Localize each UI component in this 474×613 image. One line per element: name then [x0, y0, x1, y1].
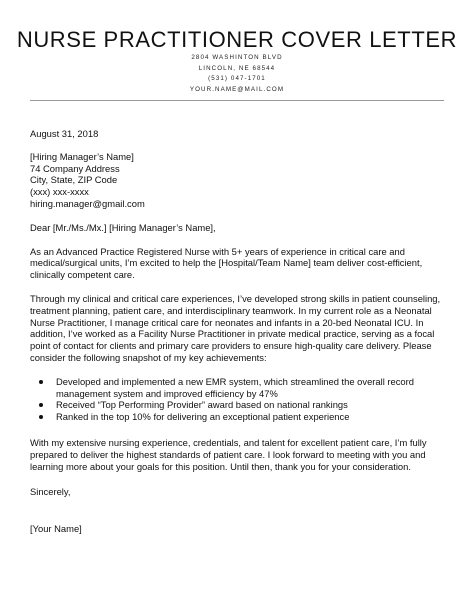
paragraph-line: Through my clinical and critical care experiences, I’ve developed strong skills in patient counseling, — [30, 292, 441, 304]
salutation: Dear [Mr./Ms./Mx.] [Hiring Manager’s Name], — [30, 221, 216, 233]
closing: Sincerely, — [30, 486, 71, 498]
achievement-item — [30, 399, 450, 411]
letter-date: August 31, 2018 — [30, 128, 99, 139]
recipient-block — [30, 151, 450, 210]
contact-address: 2804 WASHINTON BLVD — [191, 54, 283, 61]
paragraph-line: addition, I’ve worked as a Facility Nurse Practitioner in private medical practice, serving as a focal — [30, 328, 435, 340]
paragraph-line: consider the following snapshot of my key achievements: — [30, 351, 267, 363]
page-title: NURSE PRACTITIONER COVER LETTER — [16, 27, 458, 52]
paragraph-experience — [30, 293, 450, 364]
contact-phone: (531) 047-1701 — [208, 75, 266, 83]
recipient-line: 74 Company Address — [30, 162, 120, 174]
achievement-line: Received “Top Performing Provider” award based on national rankings — [56, 399, 348, 411]
achievement-line: management system and improved efficiency by 47% — [56, 387, 278, 399]
paragraph-line: As an Advanced Practice Registered Nurse with 5+ years of experience in critical care and — [30, 245, 405, 257]
paragraph-intro — [30, 246, 450, 281]
paragraph-line: point of contact for clients and primary care providers to ensure high-quality care delivery. Please — [30, 340, 432, 352]
achievement-item — [30, 411, 450, 423]
achievements-list — [30, 376, 450, 423]
paragraph-line: clinically competent care. — [30, 269, 135, 281]
bullet-icon — [39, 403, 43, 407]
paragraph-closing — [30, 437, 450, 472]
achievement-line: Ranked in the top 10% for delivering an exceptional patient experience — [56, 411, 350, 423]
paragraph-line: prepared to deliver the highest standards of patient care. I look forward to meeting with you and — [30, 448, 426, 460]
signature: [Your Name] — [30, 523, 82, 535]
paragraph-line: medical/surgical units, I’m excited to help the [Hospital/Team Name] team deliver cost-efficient, — [30, 257, 423, 269]
paragraph-line: With my extensive nursing experience, credentials, and talent for excellent patient care, I’m fully — [30, 436, 427, 448]
paragraph-line: treatment planning, patient care, and interdisciplinary teamwork. In my current role as a Neonatal — [30, 304, 432, 316]
letter-body — [30, 128, 450, 535]
achievement-line: Developed and implemented a new EMR system, which streamlined the overall record — [56, 375, 414, 387]
recipient-line: (xxx) xxx-xxxx — [30, 186, 89, 198]
contact-email: YOUR.NAME@MAIL.COM — [189, 85, 285, 93]
contact-city: LINCOLN, NE 68544 — [198, 64, 276, 72]
achievement-item — [30, 376, 450, 400]
contact-block — [0, 53, 474, 95]
header-divider — [30, 100, 444, 101]
bullet-icon — [39, 415, 43, 419]
paragraph-line: Nurse Practitioner, I manage critical care for neonates and infants in a 20-bed Neonatal ICU. In — [30, 316, 424, 328]
bullet-icon — [39, 380, 43, 384]
paragraph-line: learning more about your goals for this position. Until then, thank you for your consideration. — [30, 460, 411, 472]
recipient-line: [Hiring Manager’s Name] — [30, 150, 134, 162]
recipient-line: City, State, ZIP Code — [30, 174, 118, 186]
recipient-line: hiring.manager@gmail.com — [30, 197, 145, 209]
